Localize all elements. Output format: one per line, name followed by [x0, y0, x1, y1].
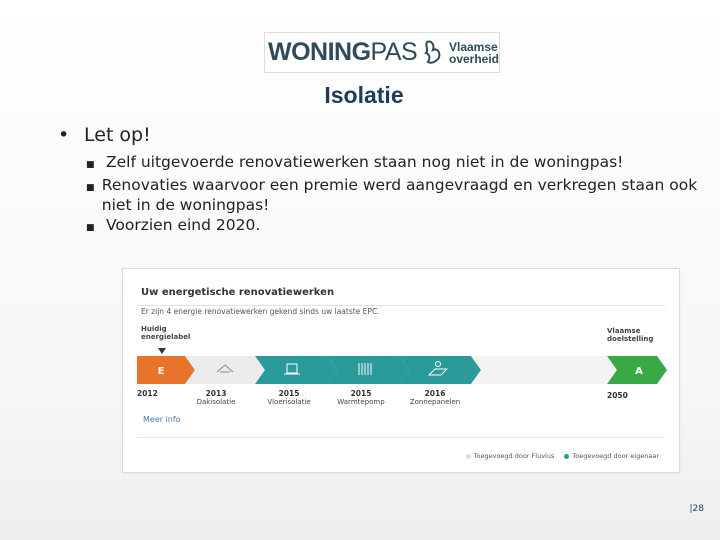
step-label-floor: [259, 389, 319, 406]
sub-bullet: [86, 215, 708, 238]
start-label-text: E: [157, 366, 165, 377]
renovation-timeline: [137, 354, 667, 386]
sub-bullet-dot-icon: ■: [86, 160, 95, 170]
bullet-list: [58, 124, 708, 238]
panel-divider-bottom: [137, 437, 665, 438]
main-bullet-text: Let op!: [84, 124, 151, 146]
end-year-label: [607, 391, 667, 400]
target-label-caption: [607, 327, 657, 343]
renovation-panel: [122, 268, 680, 473]
slide-title: Isolatie: [324, 82, 404, 108]
sub-bullet-dot-icon: ■: [86, 223, 95, 233]
bullet-dot-icon: •: [58, 124, 70, 146]
legend-label: Toegevoegd door Fluvius: [473, 452, 555, 460]
logo-wordmark: [265, 38, 417, 67]
step-year: 2013: [205, 389, 227, 398]
sub-bullet-list: [86, 152, 708, 238]
main-bullet: [58, 124, 708, 146]
step-year: 2015: [350, 389, 372, 398]
end-label-text: A: [635, 366, 643, 377]
current-label-caption: [141, 325, 201, 341]
step-name: Warmtepomp: [337, 398, 385, 406]
step-chevron-solar: [399, 356, 481, 384]
step-label-roof: [186, 389, 246, 406]
sub-bullet: [86, 175, 708, 215]
logo-word-pas: PAS: [370, 38, 418, 66]
logo-government: [449, 41, 499, 65]
legend-dot-icon: [466, 454, 471, 459]
legend-item-owner: [564, 452, 659, 460]
panel-title: Uw energetische renovatiewerken: [141, 287, 335, 298]
logo-gov-line2: overheid: [448, 51, 499, 66]
sub-bullet-dot-icon: ■: [86, 183, 95, 193]
legend-item-fluvius: [466, 452, 555, 460]
current-label-line2: energielabel: [141, 333, 191, 341]
legend: [466, 452, 659, 460]
legend-label: Toegevoegd door eigenaar: [572, 452, 659, 460]
logo-word-woning: WONING: [268, 38, 371, 66]
step-name: Zonnepanelen: [409, 398, 461, 406]
start-year: 2012: [137, 389, 158, 398]
step-name: Dakisolatie: [196, 398, 236, 406]
logo-gov-line1: Vlaamse: [448, 39, 498, 54]
sub-bullet: [86, 152, 708, 175]
panel-subtitle: Er zijn 4 energie renovatiewerken gekend sinds uw laatste EPC.: [141, 307, 380, 316]
more-info-link[interactable]: Meer info: [143, 415, 181, 424]
current-label-line1: Huidig: [141, 325, 167, 333]
lion-icon: [423, 38, 445, 68]
panel-divider: [137, 305, 665, 306]
end-year: 2050: [607, 391, 628, 400]
target-label-line2: doelstelling: [607, 335, 654, 343]
sub-bullet-text: Voorzien eind 2020.: [106, 216, 261, 234]
remaining-track: [471, 356, 617, 384]
step-name: Vloerisolatie: [267, 398, 311, 406]
step-year: 2015: [278, 389, 300, 398]
sub-bullet-text: Zelf uitgevoerde renovatiewerken staan nog niet in de woningpas!: [106, 153, 624, 171]
page-number: |28: [689, 504, 704, 514]
sub-bullet-text: Renovaties waarvoor een premie werd aangevraagd en verkregen staan ook niet in de woningpas!: [101, 176, 698, 214]
step-chevron-floor: [255, 356, 337, 384]
step-label-heatpump: [331, 389, 391, 406]
step-chevron-roof: [185, 356, 265, 384]
start-label-chevron: [137, 356, 195, 384]
target-label-line1: Vlaamse: [607, 327, 641, 335]
step-label-solar: [405, 389, 465, 406]
woningpas-logo: [264, 32, 500, 73]
legend-dot-icon: [564, 454, 569, 459]
step-year: 2016: [424, 389, 446, 398]
